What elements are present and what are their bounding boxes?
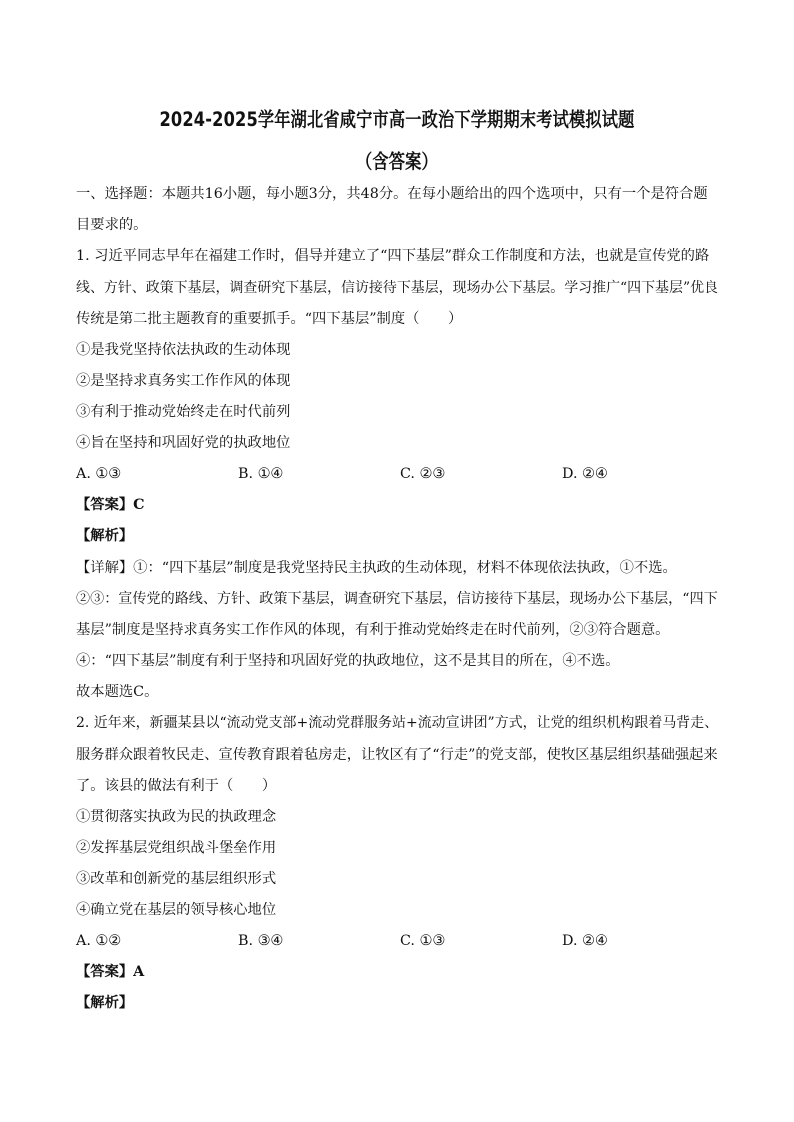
q2-item-3: ③改革和创新党的基层组织形式	[76, 871, 277, 887]
q2-option-b: B. ③④	[238, 933, 284, 949]
q1-answer: 【答案】C	[76, 497, 145, 513]
q1-item-2: ②是坚持求真务实工作作风的体现	[76, 373, 291, 389]
q2-stem-line-3: 了。该县的做法有利于（ ）	[76, 778, 277, 794]
q1-option-d: D. ②④	[562, 466, 608, 482]
q2-item-2: ②发挥基层党组织战斗堡垒作用	[76, 840, 277, 856]
q2-item-4: ④确立党在基层的领导核心地位	[76, 902, 277, 918]
q1-stem-line-2: 线、方针、政策下基层，调查研究下基层，信访接待下基层，现场办公下基层。学习推广“四下基层”优良	[76, 280, 718, 296]
q1-detail-line-1: 【详解】①：“四下基层”制度是我党坚持民主执政的生动体现，材料不体现依法执政，①不选。	[76, 560, 677, 576]
q1-stem-line-1: 1. 习近平同志早年在福建工作时，倡导并建立了“四下基层”群众工作制度和方法，也就是宣传党的路	[76, 248, 710, 264]
q1-detail-line-2: ②③：宣传党的路线、方针、政策下基层，调查研究下基层，信访接待下基层，现场办公下基层，“四下	[76, 591, 718, 607]
q1-conclusion: 故本题选C。	[76, 684, 159, 700]
q2-option-c: C. ①③	[400, 933, 446, 949]
q2-answer: 【答案】A	[76, 964, 145, 980]
section-instruction-line-2: 目要求的。	[76, 217, 148, 233]
q1-item-1: ①是我党坚持依法执政的生动体现	[76, 342, 291, 358]
q2-item-1: ①贯彻落实执政为民的执政理念	[76, 809, 277, 825]
q2-stem-line-2: 服务群众跟着牧民走、宣传教育跟着毡房走，让牧区有了“行走”的党支部，使牧区基层组织基础强起来	[76, 747, 718, 763]
q2-stem-line-1: 2. 近年来，新疆某县以“流动党支部+流动党群服务站+流动宣讲团”方式，让党的组织机构跟着马背走、	[76, 715, 719, 731]
q1-option-c: C. ②③	[400, 466, 446, 482]
document-title: 2024-2025学年湖北省咸宁市高一政治下学期期末考试模拟试题	[159, 108, 635, 131]
section-instruction-line-1: 一、选择题：本题共16小题，每小题3分，共48分。在每小题给出的四个选项中，只有一个是符合题	[76, 186, 708, 202]
q1-stem-line-3: 传统是第二批主题教育的重要抓手。“四下基层”制度（ ）	[76, 311, 463, 327]
q1-analysis-heading: 【解析】	[76, 528, 134, 544]
q2-analysis-heading: 【解析】	[76, 995, 134, 1011]
q1-item-3: ③有利于推动党始终走在时代前列	[76, 404, 291, 420]
q2-option-a: A. ①②	[76, 933, 122, 949]
document-subtitle: （含答案）	[356, 150, 438, 173]
q1-detail-line-3: 基层”制度是坚持求真务实工作作风的体现，有利于推动党始终走在时代前列，②③符合题意。	[76, 622, 670, 638]
q2-option-d: D. ②④	[562, 933, 608, 949]
q1-detail-line-4: ④：“四下基层”制度有利于坚持和巩固好党的执政地位，这不是其目的所在，④不选。	[76, 653, 620, 669]
q1-option-a: A. ①③	[76, 466, 122, 482]
q1-item-4: ④旨在坚持和巩固好党的执政地位	[76, 435, 291, 451]
q1-option-b: B. ①④	[238, 466, 284, 482]
